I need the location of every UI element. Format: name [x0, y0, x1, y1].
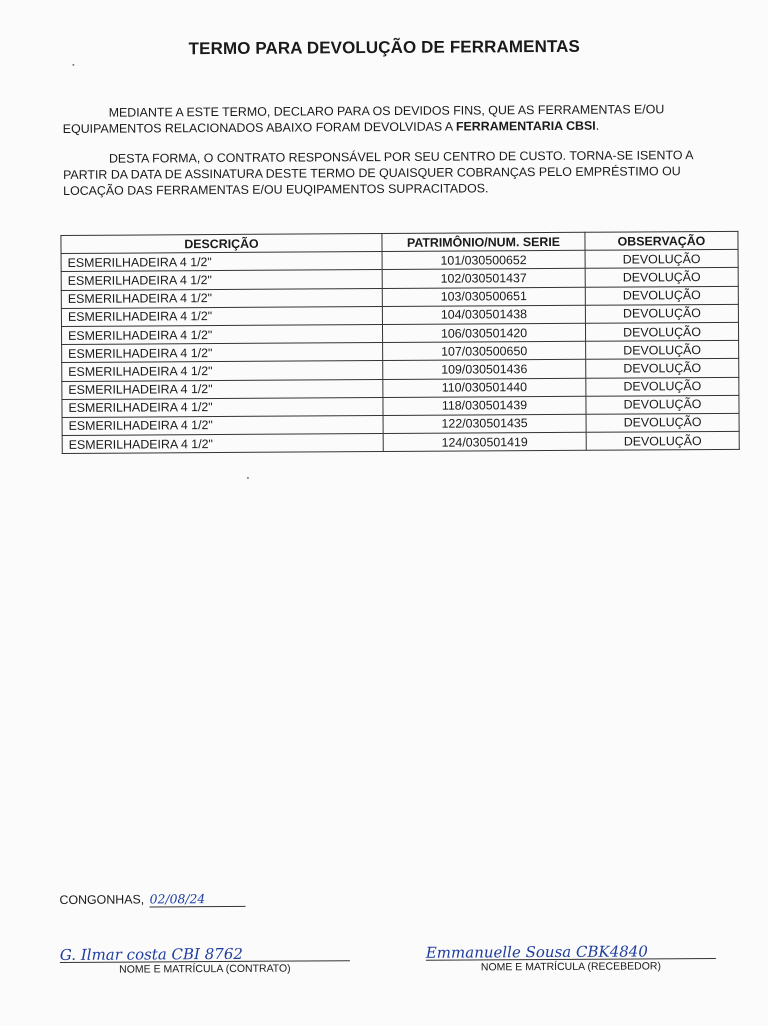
cell-serial: 106/030501420: [382, 323, 585, 342]
cell-observation: DEVOLUÇÃO: [586, 413, 739, 432]
signature-line: [60, 940, 350, 963]
cell-description: ESMERILHADEIRA 4 1/2": [62, 379, 383, 399]
cell-observation: DEVOLUÇÃO: [586, 340, 739, 359]
cell-serial: 104/030501438: [382, 305, 585, 324]
signature-line: [426, 938, 716, 961]
header-patrimonio: PATRIMÔNIO/NUM. SERIE: [382, 232, 585, 251]
header-observacao: OBSERVAÇÃO: [585, 231, 738, 250]
cell-observation: DEVOLUÇÃO: [585, 286, 738, 305]
place-label: CONGONHAS,: [59, 892, 145, 907]
cell-serial: 118/030501439: [383, 396, 586, 415]
cell-serial: 107/030500650: [383, 341, 586, 360]
declaration-end: .: [595, 118, 600, 133]
scan-speck: [247, 477, 249, 479]
cell-serial: 102/030501437: [382, 269, 585, 288]
signature-caption-receiver: NOME E MATRÍCULA (RECEBEDOR): [480, 960, 661, 974]
cell-description: ESMERILHADEIRA 4 1/2": [61, 306, 382, 326]
cell-description: ESMERILHADEIRA 4 1/2": [61, 324, 382, 344]
signature-block-receiver: [426, 938, 716, 974]
header-descricao: DESCRIÇÃO: [61, 234, 382, 254]
cell-description: ESMERILHADEIRA 4 1/2": [62, 415, 383, 435]
cell-observation: DEVOLUÇÃO: [585, 322, 738, 341]
cell-observation: DEVOLUÇÃO: [585, 268, 738, 287]
handwritten-signature: Emmanuelle Sousa CBK4840: [425, 942, 648, 962]
declaration-paragraph: [63, 101, 733, 137]
signature-caption-contract: NOME E MATRÍCULA (CONTRATO): [119, 962, 291, 976]
cell-description: ESMERILHADEIRA 4 1/2": [62, 434, 383, 454]
cell-serial: 101/030500652: [382, 250, 585, 269]
cell-description: ESMERILHADEIRA 4 1/2": [61, 252, 382, 272]
declaration-text: MEDIANTE A ESTE TERMO, DECLARO PARA OS DEVIDOS FINS, QUE AS FERRAMENTAS E/OU EQUIPAMENTOS RELACIONADOS ABAIXO FORAM DEVOLVIDAS A: [62, 102, 665, 136]
cell-serial: 122/030501435: [383, 414, 586, 433]
place-date-line: [59, 891, 245, 908]
handwritten-signature: G. Ilmar costa CBI 8762: [59, 944, 243, 964]
cell-description: ESMERILHADEIRA 4 1/2": [61, 270, 382, 290]
cell-description: ESMERILHADEIRA 4 1/2": [62, 397, 383, 417]
document-title: TERMO PARA DEVOLUÇÃO DE FERRAMENTAS: [188, 36, 581, 59]
cell-observation: DEVOLUÇÃO: [586, 395, 739, 414]
exemption-text: DESTA FORMA, O CONTRATO RESPONSÁVEL POR SEU CENTRO DE CUSTO. TORNA-SE ISENTO A PARTIR DA DATA DE ASSINATURA DESTE TERMO DE QUAISQUER COBRANÇAS PELO EMPRÉSTIMO OU LOCAÇÃO DAS FERRAMENTAS E/OU EUQIPAMENTOS SUPRACITADOS.: [63, 148, 693, 198]
cell-observation: DEVOLUÇÃO: [586, 359, 739, 378]
scan-speck: [72, 64, 74, 66]
signature-block-contract: [60, 940, 350, 976]
cell-observation: DEVOLUÇÃO: [585, 304, 738, 323]
cell-serial: 124/030501419: [383, 432, 586, 451]
tools-table: [60, 231, 739, 454]
cell-description: ESMERILHADEIRA 4 1/2": [61, 288, 382, 308]
cell-observation: DEVOLUÇÃO: [585, 250, 738, 269]
handwritten-date: 02/08/24: [150, 891, 246, 908]
declaration-bold-text: FERRAMENTARIA CBSI: [455, 118, 596, 134]
cell-serial: 103/030500651: [382, 287, 585, 306]
exemption-paragraph: [63, 147, 733, 199]
cell-description: ESMERILHADEIRA 4 1/2": [62, 361, 383, 381]
cell-observation: DEVOLUÇÃO: [586, 431, 739, 450]
cell-serial: 110/030501440: [383, 378, 586, 397]
cell-observation: DEVOLUÇÃO: [586, 377, 739, 396]
table-row: [62, 431, 739, 453]
cell-serial: 109/030501436: [383, 360, 586, 379]
cell-description: ESMERILHADEIRA 4 1/2": [62, 343, 383, 363]
